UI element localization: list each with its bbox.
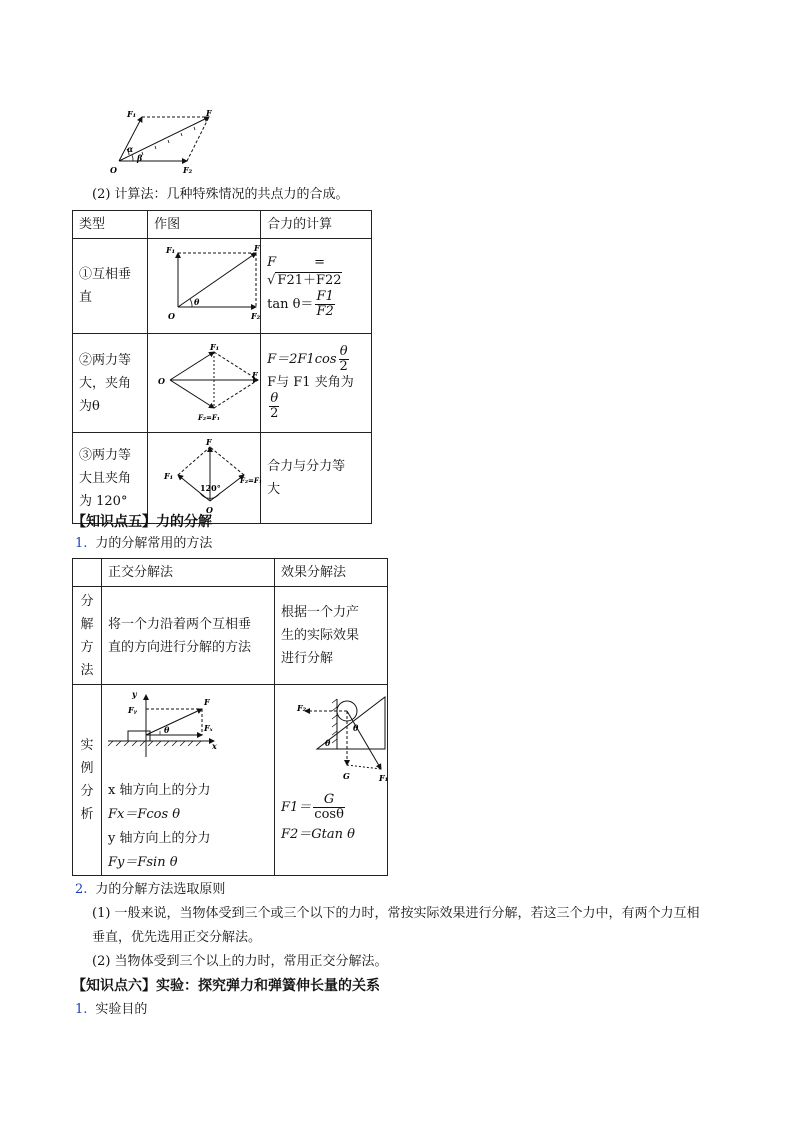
rowB-ortho: y Fᵧ F Fₓ θ x x 轴方向上的分力 Fx＝Fcos θ y 轴方向上的分力 Fy＝Fsin θ <box>102 685 275 876</box>
svg-text:θ: θ <box>325 738 331 748</box>
header-ortho: 正交分解法 <box>102 559 275 587</box>
svg-text:F₁: F₁ <box>164 471 174 481</box>
row1-calc: F = √ F21＋F22 tan θ＝ $\frac{F1}{F2}$ <box>261 239 372 334</box>
composition-table <box>72 210 372 524</box>
section5-title: 【知识点五】力的分解 <box>72 514 212 530</box>
row3-diagram <box>148 433 261 524</box>
principle-1-line2: 垂直，优先选用正交分解法。 <box>92 930 262 945</box>
principle-2: (2) 当物体受到三个以上的力时，常用正交分解法。 <box>92 954 388 969</box>
label-beta: β <box>137 153 143 163</box>
svg-text:x: x <box>212 741 217 751</box>
header-drawing: 作图 <box>148 211 261 239</box>
equal-forces-diagram <box>148 334 260 424</box>
row2-type: ②两力等 大，夹角 为θ <box>73 334 148 433</box>
rowA-label: 分 解 方 法 <box>73 587 102 685</box>
svg-text:G: G <box>343 771 350 781</box>
perpendicular-diagram <box>148 239 260 325</box>
svg-text:y: y <box>132 689 137 699</box>
section5-item2: 2. 力的分解方法选取原则 <box>75 882 226 897</box>
principle-1-line1: (1) 一般来说，当物体受到三个或三个以下的力时，常按实际效果进行分解，若这三个力中，有两个力互相 <box>92 906 700 921</box>
header-effect: 效果分解法 <box>275 559 388 587</box>
section5-item1: 1. 力的分解常用的方法 <box>75 536 213 551</box>
row3-calc: 合力与分力等 大 <box>261 433 372 524</box>
svg-text:θ: θ <box>353 723 359 733</box>
svg-text:F: F <box>204 697 210 707</box>
rowA-ortho: 将一个力沿着两个互相垂 直的方向进行分解的方法 <box>102 587 275 685</box>
header-calc: 合力的计算 <box>261 211 372 239</box>
decomposition-table <box>72 558 388 876</box>
effect-diagram <box>277 689 389 785</box>
svg-text:120°: 120° <box>200 483 221 493</box>
row2-diagram <box>148 334 261 433</box>
svg-text:Fᵧ: Fᵧ <box>128 705 138 715</box>
deg120-diagram <box>148 433 263 515</box>
svg-text:F₂=F₁: F₂=F₁ <box>240 476 263 485</box>
svg-text:F₂: F₂ <box>251 311 261 321</box>
svg-text:F: F <box>252 370 258 380</box>
label-f: F <box>206 108 212 118</box>
svg-text:F₂=F₁: F₂=F₁ <box>198 413 221 422</box>
row2-calc: F＝2F1cos $\frac{\theta}{2}$ F与 F1 夹角为 $\frac{\theta}{2}$ <box>261 334 372 433</box>
row3-type: ③两力等 大且夹角 为 120° <box>73 433 148 524</box>
label-alpha: α <box>127 144 134 154</box>
svg-text:F₁: F₁ <box>210 342 220 352</box>
row1-diagram <box>148 239 261 334</box>
label-f2: F₂ <box>183 165 193 175</box>
parallelogram-diagram <box>105 105 225 177</box>
svg-text:O: O <box>158 376 166 386</box>
label-o: O <box>110 165 117 175</box>
rowA-effect: 根据一个力产 生的实际效果 进行分解 <box>275 587 388 685</box>
svg-text:O: O <box>206 505 214 515</box>
svg-text:θ: θ <box>164 725 170 735</box>
svg-text:Fₓ: Fₓ <box>204 723 213 733</box>
svg-text:O: O <box>168 311 176 321</box>
ortho-diagram <box>108 689 268 771</box>
rowB-label: 实 例 分 析 <box>73 685 102 876</box>
header-type: 类型 <box>73 211 148 239</box>
rowB-effect: F₂ θ θ G F₁ F1＝ $\frac{G}{\cos\theta}$ F2＝Gtan θ <box>275 685 388 876</box>
svg-text:F: F <box>254 243 260 253</box>
svg-text:F₂: F₂ <box>297 703 307 713</box>
svg-text:F₁: F₁ <box>379 773 389 783</box>
svg-text:θ: θ <box>194 297 200 307</box>
calc-method-text: (2) 计算法：几种特殊情况的共点力的合成。 <box>92 187 349 202</box>
section6-item1: 1. 实验目的 <box>75 1002 148 1017</box>
svg-text:F₁: F₁ <box>166 245 176 255</box>
row1-type: ①互相垂 直 <box>73 239 148 334</box>
svg-text:F: F <box>206 437 212 447</box>
label-f1: F₁ <box>127 109 137 119</box>
section6-title: 【知识点六】实验：探究弹力和弹簧伸长量的关系 <box>72 978 380 994</box>
